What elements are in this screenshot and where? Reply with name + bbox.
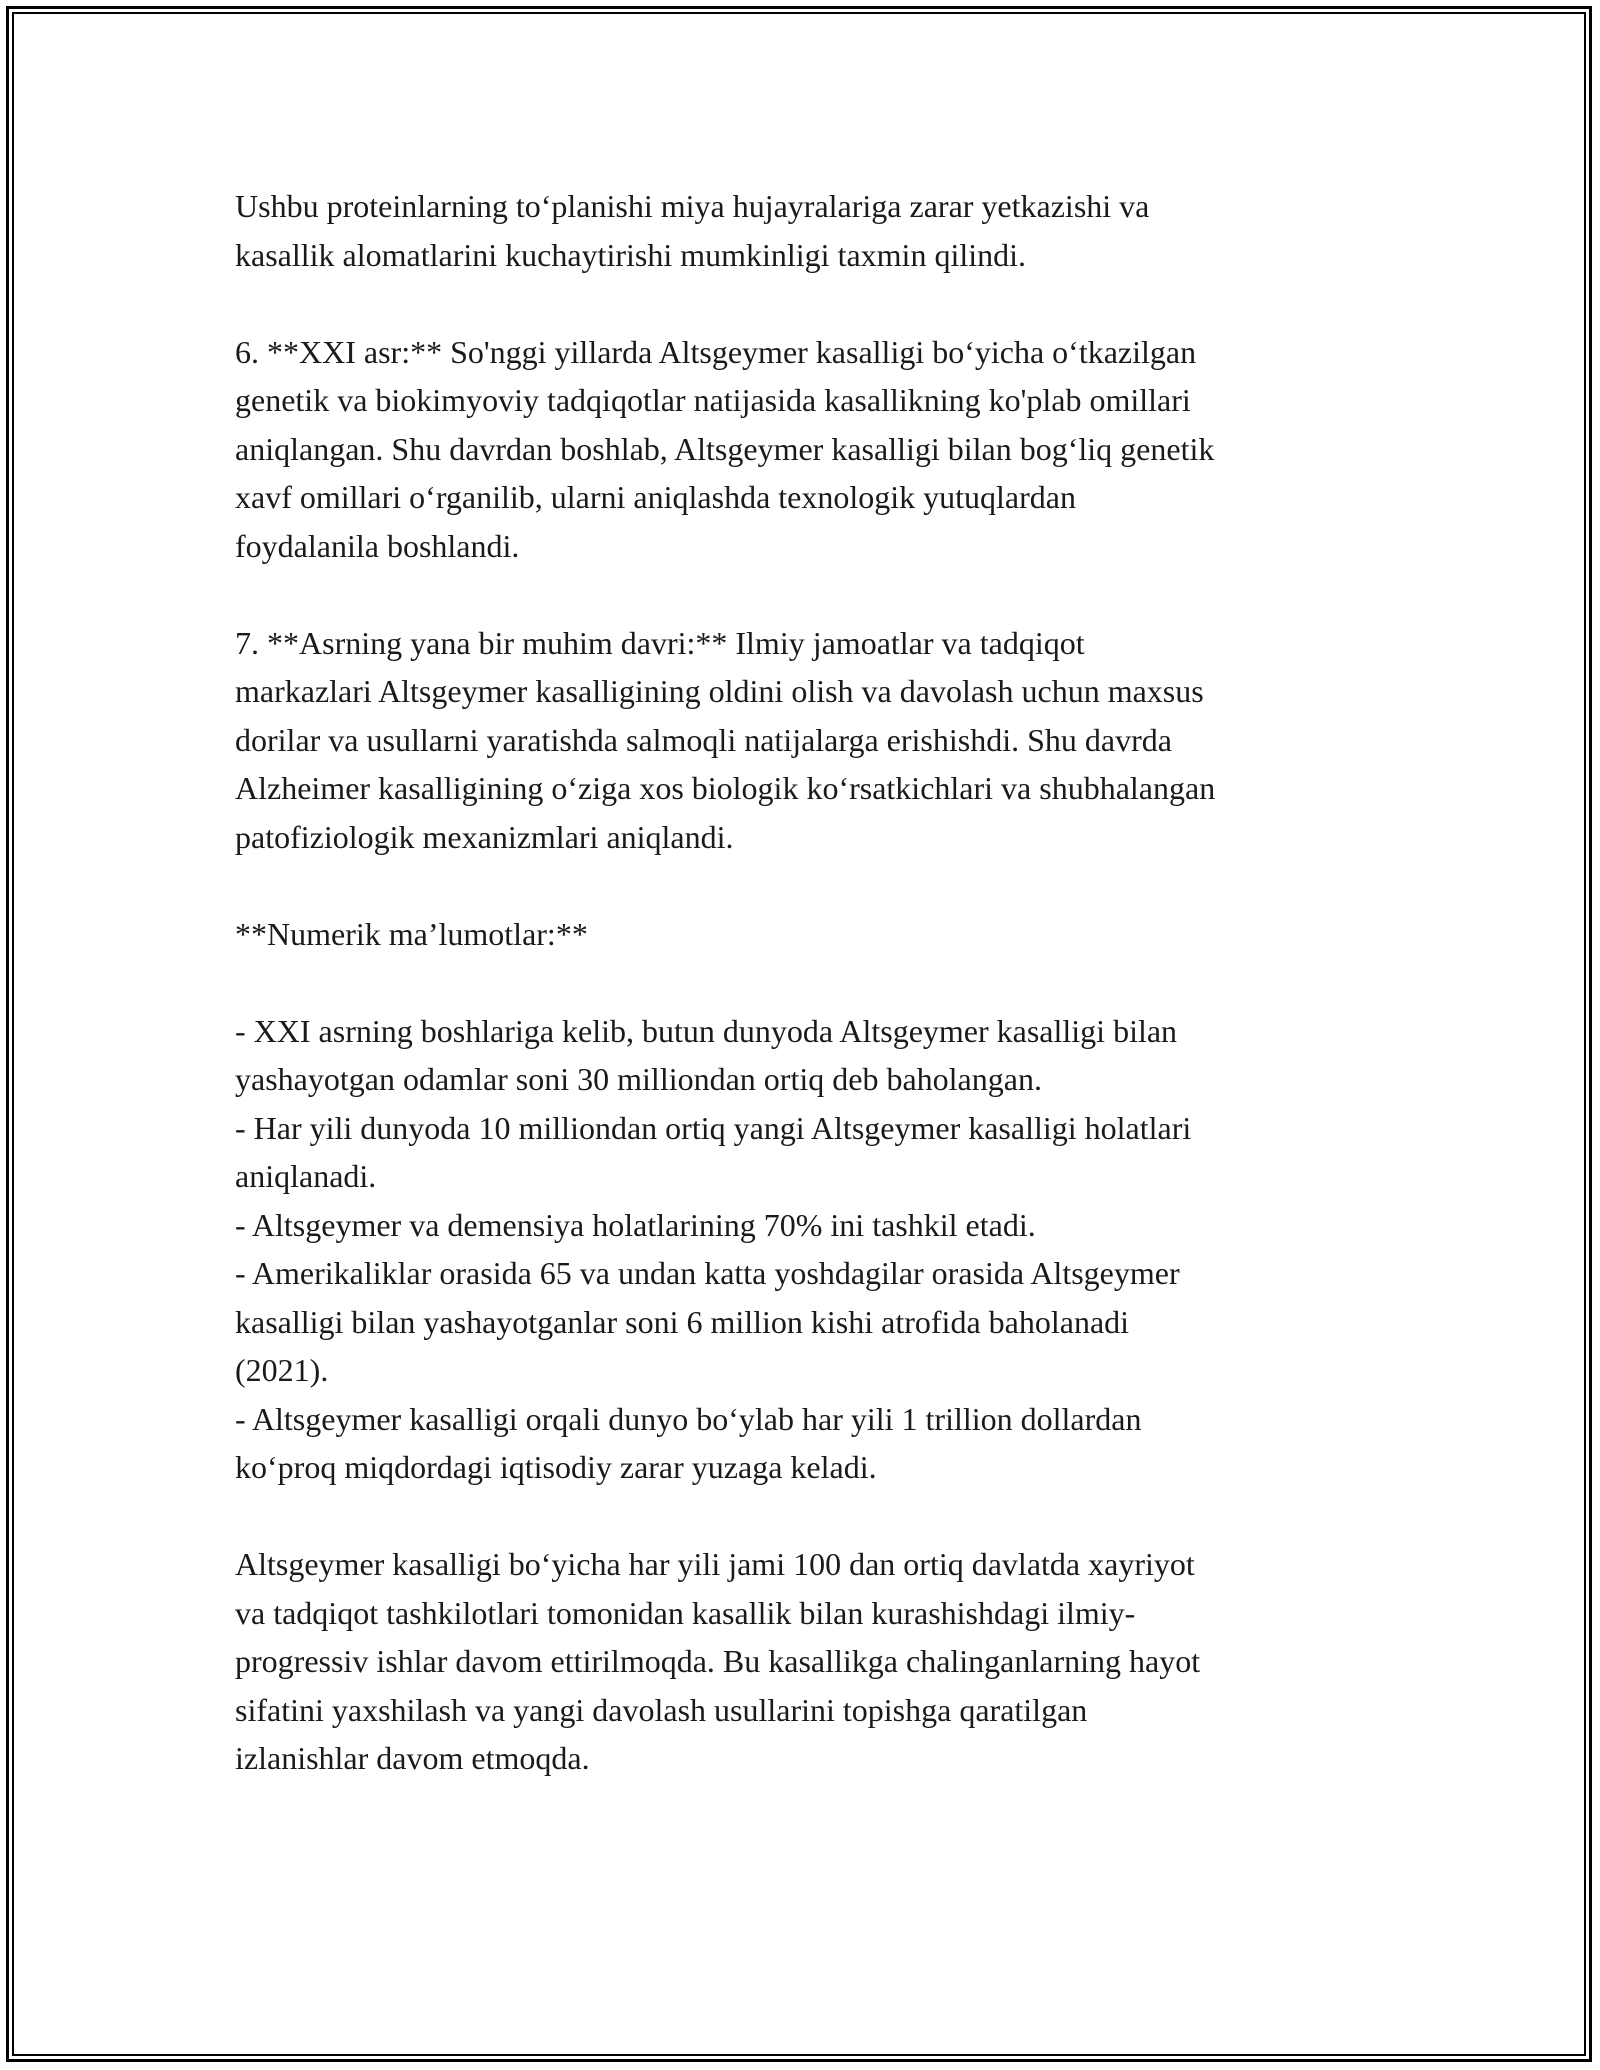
document-body [235,182,1385,1831]
text-line: markazlari Altsgeymer kasalligining oldini olish va davolash uchun maxsus [235,673,1204,709]
section-heading-numeric-data [235,910,1385,959]
paragraph-closing [235,1540,1385,1783]
paragraph-item-7 [235,619,1385,862]
text-line: sifatini yaxshilash va yangi davolash usullarini topishga qaratilgan [235,1691,1088,1728]
list-item-line: - XXI asrning boshlariga kelib, butun dunyoda Altsgeymer kasalligi bilan [235,1012,1178,1049]
paragraph-item-6 [235,328,1385,571]
list-item-line: - Amerikaliklar orasida 65 va undan katta yoshdagilar orasida Altsgeymer [235,1255,1180,1291]
list-item-line: kasalligi bilan yashayotganlar soni 6 million kishi atrofida baholanadi [235,1303,1130,1340]
text-line: Altsgeymer kasalligi bo‘yicha har yili jami 100 dan ortiq davlatda xayriyot [235,1546,1195,1582]
text-line: foydalanila boshlandi. [235,527,520,564]
text-line: Ushbu proteinlarning to‘planishi miya hujayralariga zarar yetkazishi va [235,188,1150,224]
bullet-list-numeric-data [235,1007,1385,1492]
text-line: va tadqiqot tashkilotlari tomonidan kasallik bilan kurashishdagi ilmiy- [235,1594,1136,1631]
list-item-line: (2021). [235,1352,329,1388]
text-line: patofiziologik mexanizmlari aniqlandi. [235,818,734,855]
text-line: kasallik alomatlarini kuchaytirishi mumkinligi taxmin qilindi. [235,236,1026,273]
section-heading: **Numerik ma’lumotlar:** [235,915,588,952]
text-line: aniqlangan. Shu davrdan boshlab, Altsgeymer kasalligi bilan bog‘liq genetik [235,430,1215,467]
text-line: Alzheimer kasalligining o‘ziga xos biologik ko‘rsatkichlari va shubhalangan [235,770,1216,806]
list-item-line: - Altsgeymer kasalligi orqali dunyo bo‘ylab har yili 1 trillion dollardan [235,1400,1142,1437]
list-item-line: - Har yili dunyoda 10 milliondan ortiq yangi Altsgeymer kasalligi holatlari [235,1109,1192,1146]
text-line: genetik va biokimyoviy tadqiqotlar natijasida kasallikning ko'plab omillari [235,382,1191,418]
list-item-line: aniqlanadi. [235,1158,377,1194]
text-line: izlanishlar davom etmoqda. [235,1740,590,1776]
text-line: progressiv ishlar davom ettirilmoqda. Bu kasallikga chalinganlarning hayot [235,1643,1201,1679]
list-item-line: ko‘proq miqdordagi iqtisodiy zarar yuzaga keladi. [235,1449,877,1485]
list-item-line: yashayotgan odamlar soni 30 milliondan ortiq deb baholangan. [235,1061,1042,1097]
paragraph-intro [235,182,1385,279]
text-line: dorilar va usullarni yaratishda salmoqli natijalarga erishishdi. Shu davrda [235,721,1172,758]
text-line: 7. **Asrning yana bir muhim davri:** Ilmiy jamoatlar va tadqiqot [235,624,1085,661]
text-line: 6. **XXI asr:** So'nggi yillarda Altsgeymer kasalligi bo‘yicha o‘tkazilgan [235,333,1197,370]
list-item-line: - Altsgeymer va demensiya holatlarining 70% ini tashkil etadi. [235,1206,1036,1243]
text-line: xavf omillari o‘rganilib, ularni aniqlashda texnologik yutuqlardan [235,479,1076,515]
